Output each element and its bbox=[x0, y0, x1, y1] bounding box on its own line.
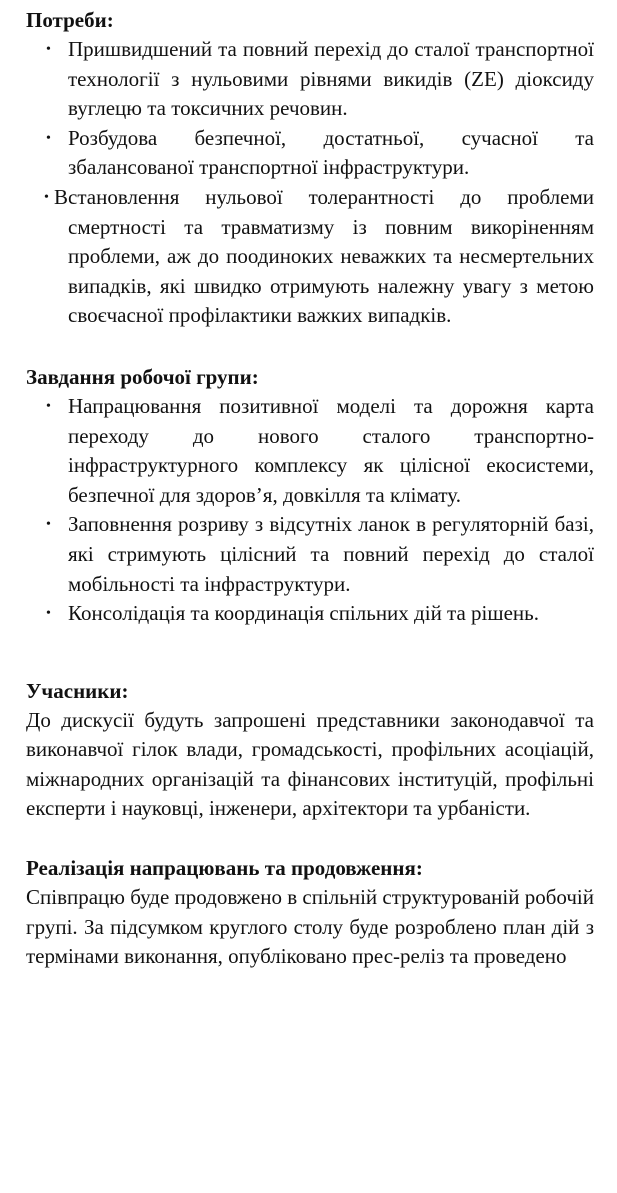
tasks-list bbox=[26, 392, 594, 629]
list-item bbox=[26, 124, 594, 183]
tasks-section bbox=[26, 363, 594, 629]
implementation-text: Співпрацю буде продовжено в спільній структурованій робочій групі. За підсумком круглого столу буде розроблено план дій з термінами виконання, опубліковано прес-реліз та проведено bbox=[26, 885, 594, 969]
implementation-section bbox=[26, 854, 594, 972]
needs-item-text: Встановлення нульової толерантності до проблеми смертності та травматизму із повним викоріненням проблеми, аж до поодиноких неважких та несмертельних випадків, які швидко отримують належну увагу з метою своєчасної профілактики важких випадків. bbox=[54, 184, 594, 328]
bullet-dot-icon: • bbox=[46, 42, 51, 57]
bullet-dot-icon: • bbox=[46, 398, 51, 414]
list-item bbox=[26, 599, 594, 629]
document-page bbox=[26, 6, 594, 972]
tasks-item-text: Напрацювання позитивної моделі та дорожня карта переходу до нового сталого транспортно-інфраструктурного комплексу як цілісної екосистеми, безпечної для здоров’я, довкілля та клімату. bbox=[68, 393, 594, 507]
participants-section bbox=[26, 677, 594, 824]
list-item bbox=[26, 183, 594, 331]
list-item bbox=[26, 392, 594, 510]
bullet-dot-icon: • bbox=[44, 189, 49, 205]
bullet-dot-icon: • bbox=[46, 130, 51, 146]
needs-list bbox=[26, 35, 594, 331]
tasks-item-text: Консолідація та координація спільних дій та рішень. bbox=[68, 601, 539, 626]
list-item bbox=[26, 510, 594, 599]
needs-item-text: Розбудова безпечної, достатньої, сучасної та збалансованої транспортної інфраструктури. bbox=[68, 125, 594, 180]
needs-heading: Потреби: bbox=[26, 8, 114, 32]
bullet-dot-icon: • bbox=[46, 606, 51, 622]
tasks-heading: Завдання робочої групи: bbox=[26, 364, 259, 389]
tasks-item-text: Заповнення розриву з відсутніх ланок в регуляторній базі, які стримують цілісний та повний перехід до сталої мобільності та інфраструктури. bbox=[68, 512, 594, 596]
implementation-heading: Реалізація напрацювань та продовження: bbox=[26, 856, 423, 881]
needs-section bbox=[26, 6, 594, 331]
needs-item-text: Пришвидшений та повний перехід до сталої транспортної технології з нульовими рівнями викидів (ZE) діоксиду вуглецю та токсичних речовин. bbox=[68, 37, 594, 121]
bullet-dot-icon: • bbox=[46, 517, 51, 533]
participants-heading: Учасники: bbox=[26, 678, 129, 703]
participants-text: До дискусії будуть запрошені представники законодавчої та виконавчої гілок влади, громадськості, профільних асоціацій, міжнародних організацій та фінансових інституцій, профільні експерти і науковці, інженери, архітектори та урбаністи. bbox=[26, 707, 594, 821]
list-item bbox=[26, 35, 594, 124]
